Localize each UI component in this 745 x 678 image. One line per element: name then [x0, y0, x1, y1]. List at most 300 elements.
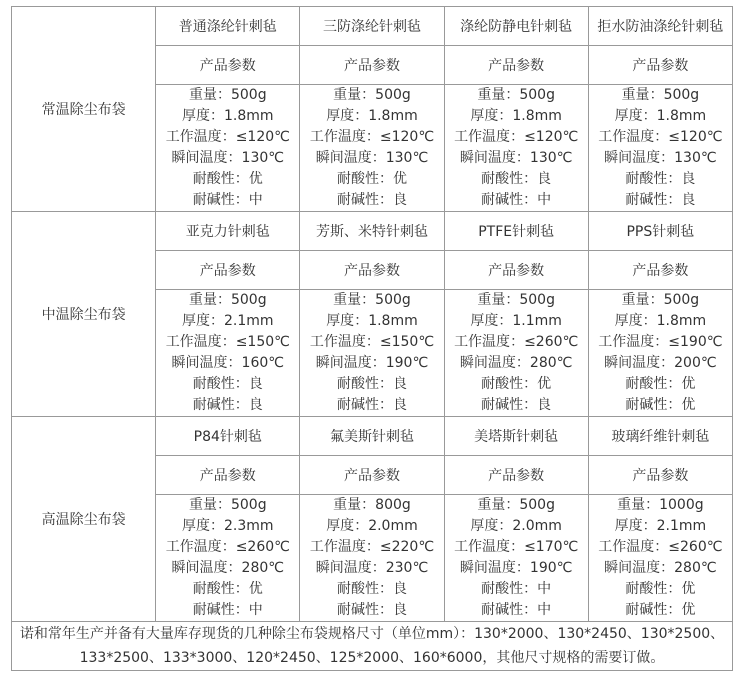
- param-header-cell: 产品参数: [444, 46, 588, 85]
- footer-row: [12, 622, 733, 671]
- param-colon: ：: [216, 497, 231, 513]
- param-list: [444, 85, 588, 212]
- product-name-cell: P84针刺毡: [156, 417, 300, 456]
- param-line-acid: [300, 169, 443, 190]
- param-label: 瞬间温度: [315, 560, 372, 576]
- param-colon: ：: [498, 518, 513, 534]
- param-label: 厚度: [470, 108, 499, 124]
- param-line-work-temp: [445, 127, 588, 148]
- param-label: 瞬间温度: [459, 560, 516, 576]
- param-list: [588, 85, 732, 212]
- param-label: 重量: [333, 292, 362, 308]
- param-header-cell: 产品参数: [588, 46, 732, 85]
- param-value: 良: [392, 397, 407, 413]
- param-colon: ：: [378, 171, 393, 187]
- param-colon: ：: [515, 150, 530, 166]
- param-value: 500g: [230, 87, 267, 103]
- param-value: 中: [537, 192, 552, 208]
- param-label: 厚度: [182, 313, 210, 329]
- param-label: 重量: [477, 497, 506, 513]
- param-line-thickness: [589, 516, 732, 537]
- param-header-cell: 产品参数: [300, 251, 444, 290]
- param-colon: ：: [378, 192, 393, 208]
- param-line-alkali: [445, 395, 588, 416]
- param-line-alkali: [156, 600, 299, 621]
- param-line-acid: [589, 374, 732, 395]
- param-colon: ：: [210, 108, 224, 124]
- param-value: 优: [392, 171, 407, 187]
- param-line-acid: [156, 374, 299, 395]
- param-label: 厚度: [326, 313, 355, 329]
- param-colon: ：: [354, 313, 369, 329]
- param-line-weight: [589, 495, 732, 516]
- param-line-weight: [300, 85, 443, 106]
- param-value: 良: [392, 581, 407, 597]
- param-label: 重量: [621, 87, 650, 103]
- category-cell: 高温除尘布袋: [12, 417, 156, 622]
- param-value: 500g: [663, 292, 700, 308]
- param-label: 瞬间温度: [459, 355, 516, 371]
- param-value: 1.8mm: [368, 108, 418, 124]
- param-value: 500g: [375, 87, 411, 103]
- param-value: 1.8mm: [368, 313, 418, 329]
- param-line-work-temp: [156, 127, 299, 148]
- param-colon: ：: [210, 313, 224, 329]
- param-colon: ：: [515, 560, 530, 576]
- param-value: ≤220℃: [379, 539, 435, 555]
- param-line-acid: [589, 169, 732, 190]
- product-name-cell: 三防涤纶针刺毡: [300, 7, 444, 46]
- product-name-cell: 芳斯、米特针刺毡: [300, 212, 444, 251]
- param-colon: ：: [667, 171, 682, 187]
- product-name-cell: 氟美斯针刺毡: [300, 417, 444, 456]
- param-line-thickness: [589, 311, 732, 332]
- param-value: 2.1mm: [224, 313, 274, 329]
- param-value: 190℃: [529, 560, 573, 576]
- param-label: 耐酸性: [336, 171, 379, 187]
- param-header-cell: 产品参数: [300, 456, 444, 495]
- param-line-thickness: [445, 516, 588, 537]
- param-list: [300, 85, 444, 212]
- param-label: 耐碱性: [625, 192, 668, 208]
- param-label: 厚度: [182, 108, 210, 124]
- param-label: 工作温度: [309, 129, 366, 145]
- param-value: ≤150℃: [379, 334, 435, 350]
- param-value: 1.8mm: [512, 108, 562, 124]
- param-value: ≤190℃: [668, 334, 723, 350]
- param-label: 耐酸性: [481, 376, 524, 392]
- param-value: 2.0mm: [512, 518, 562, 534]
- param-value: 1.8mm: [656, 313, 707, 329]
- param-colon: ：: [667, 602, 682, 618]
- param-label: 重量: [188, 87, 217, 103]
- param-value: ≤260℃: [524, 334, 579, 350]
- param-label: 重量: [621, 292, 650, 308]
- param-colon: ：: [649, 292, 664, 308]
- param-value: 280℃: [674, 560, 717, 576]
- param-colon: ：: [378, 581, 393, 597]
- param-list: [156, 495, 300, 622]
- param-colon: ：: [210, 518, 224, 534]
- param-value: 500g: [519, 497, 555, 513]
- param-value: ≤260℃: [668, 539, 723, 555]
- param-colon: ：: [667, 397, 682, 413]
- param-header-cell: 产品参数: [588, 456, 732, 495]
- param-value: ≤150℃: [235, 334, 290, 350]
- param-label: 工作温度: [309, 539, 366, 555]
- param-line-thickness: [300, 516, 443, 537]
- param-label: 瞬间温度: [171, 355, 228, 371]
- param-line-instant-temp: [589, 558, 732, 579]
- param-line-weight: [300, 495, 443, 516]
- param-colon: ：: [660, 560, 675, 576]
- param-value: 优: [248, 171, 263, 187]
- param-colon: ：: [510, 539, 525, 555]
- param-colon: ：: [371, 150, 386, 166]
- param-label: 耐酸性: [336, 376, 379, 392]
- param-label: 耐酸性: [336, 581, 379, 597]
- param-label: 瞬间温度: [315, 355, 372, 371]
- param-colon: ：: [523, 171, 538, 187]
- param-label: 工作温度: [454, 334, 511, 350]
- group-name-row: [12, 212, 733, 251]
- param-label: 耐酸性: [192, 376, 235, 392]
- param-colon: ：: [361, 292, 376, 308]
- param-value: ≤260℃: [235, 539, 290, 555]
- param-line-instant-temp: [156, 353, 299, 374]
- param-colon: ：: [649, 87, 664, 103]
- param-label: 重量: [188, 292, 217, 308]
- group-name-row: [12, 417, 733, 456]
- param-label: 耐酸性: [625, 581, 668, 597]
- param-value: ≤170℃: [524, 539, 579, 555]
- param-label: 耐碱性: [336, 192, 379, 208]
- param-label: 重量: [477, 87, 506, 103]
- param-line-work-temp: [445, 537, 588, 558]
- param-label: 工作温度: [598, 334, 655, 350]
- param-colon: ：: [654, 334, 669, 350]
- param-colon: ：: [667, 581, 682, 597]
- param-value: 2.0mm: [368, 518, 418, 534]
- param-label: 工作温度: [454, 539, 511, 555]
- param-value: 280℃: [241, 560, 284, 576]
- param-value: ≤120℃: [235, 129, 290, 145]
- param-colon: ：: [365, 334, 380, 350]
- param-value: 1000g: [659, 497, 704, 513]
- param-value: 130℃: [674, 150, 717, 166]
- param-header-cell: 产品参数: [156, 251, 300, 290]
- param-list: [588, 290, 732, 417]
- param-colon: ：: [227, 560, 242, 576]
- param-value: 优: [681, 602, 696, 618]
- param-value: 130℃: [241, 150, 284, 166]
- param-line-alkali: [445, 600, 588, 621]
- param-line-thickness: [445, 311, 588, 332]
- param-value: 500g: [519, 292, 555, 308]
- param-line-acid: [589, 579, 732, 600]
- param-line-work-temp: [156, 537, 299, 558]
- param-list: [300, 495, 444, 622]
- param-label: 工作温度: [598, 129, 655, 145]
- param-line-instant-temp: [300, 353, 443, 374]
- param-label: 工作温度: [454, 129, 511, 145]
- param-colon: ：: [667, 192, 682, 208]
- param-value: 中: [537, 602, 552, 618]
- param-header-cell: 产品参数: [444, 456, 588, 495]
- param-colon: ：: [378, 602, 393, 618]
- param-value: 500g: [375, 292, 411, 308]
- param-value: 500g: [230, 497, 267, 513]
- param-label: 厚度: [614, 518, 643, 534]
- param-label: 工作温度: [165, 539, 222, 555]
- param-colon: ：: [642, 313, 657, 329]
- param-line-alkali: [300, 190, 443, 211]
- product-name-cell: PPS针刺毡: [588, 212, 732, 251]
- param-label: 耐酸性: [481, 171, 524, 187]
- param-value: 280℃: [529, 355, 573, 371]
- param-label: 厚度: [182, 518, 210, 534]
- param-colon: ：: [221, 539, 236, 555]
- param-label: 厚度: [470, 313, 499, 329]
- param-value: 优: [248, 581, 263, 597]
- param-value: 190℃: [385, 355, 429, 371]
- param-line-instant-temp: [589, 148, 732, 169]
- param-label: 瞬间温度: [604, 355, 661, 371]
- param-list: [444, 495, 588, 622]
- param-colon: ：: [227, 150, 242, 166]
- param-value: 优: [537, 376, 552, 392]
- param-label: 厚度: [326, 518, 355, 534]
- param-line-thickness: [589, 106, 732, 127]
- param-value: 500g: [519, 87, 555, 103]
- param-line-alkali: [300, 395, 443, 416]
- param-label: 工作温度: [165, 334, 222, 350]
- param-label: 耐碱性: [481, 397, 524, 413]
- param-value: 130℃: [529, 150, 573, 166]
- product-name-cell: 普通涤纶针刺毡: [156, 7, 300, 46]
- param-value: 1.8mm: [224, 108, 274, 124]
- param-colon: ：: [371, 355, 386, 371]
- param-value: 良: [681, 192, 696, 208]
- param-colon: ：: [654, 129, 669, 145]
- param-value: 中: [248, 192, 263, 208]
- param-label: 耐酸性: [625, 171, 668, 187]
- param-colon: ：: [642, 108, 657, 124]
- param-colon: ：: [523, 397, 538, 413]
- param-value: 良: [537, 397, 552, 413]
- param-label: 厚度: [470, 518, 499, 534]
- param-colon: ：: [216, 292, 231, 308]
- param-line-acid: [156, 169, 299, 190]
- param-value: 800g: [375, 497, 411, 513]
- param-value: 良: [248, 397, 263, 413]
- param-label: 重量: [188, 497, 217, 513]
- param-colon: ：: [523, 581, 538, 597]
- param-value: 良: [392, 602, 407, 618]
- category-cell: 常温除尘布袋: [12, 7, 156, 212]
- param-colon: ：: [523, 602, 538, 618]
- param-line-instant-temp: [445, 148, 588, 169]
- param-label: 重量: [477, 292, 506, 308]
- param-colon: ：: [378, 397, 393, 413]
- param-value: 良: [392, 376, 407, 392]
- param-line-acid: [445, 374, 588, 395]
- param-colon: ：: [354, 518, 369, 534]
- param-value: 2.3mm: [224, 518, 274, 534]
- param-line-instant-temp: [589, 353, 732, 374]
- param-colon: ：: [371, 560, 386, 576]
- param-label: 耐酸性: [192, 581, 235, 597]
- param-value: 500g: [663, 87, 700, 103]
- param-line-weight: [445, 290, 588, 311]
- param-label: 厚度: [326, 108, 355, 124]
- param-value: 中: [248, 602, 263, 618]
- stock-sizes-note: 诺和常年生产并备有大量库存现货的几种除尘布袋规格尺寸（单位mm）：130*2000、130*2450、130*2500、133*2500、133*3000、120*2450、125*2000、160*6000，其他尺寸规格的需要订做。: [12, 622, 733, 671]
- param-label: 耐碱性: [192, 602, 235, 618]
- param-colon: ：: [234, 171, 249, 187]
- param-line-acid: [300, 579, 443, 600]
- param-value: ≤120℃: [668, 129, 723, 145]
- param-list: [300, 290, 444, 417]
- param-line-thickness: [300, 311, 443, 332]
- param-value: 200℃: [674, 355, 717, 371]
- param-line-instant-temp: [445, 558, 588, 579]
- param-colon: ：: [660, 355, 675, 371]
- param-label: 耐酸性: [192, 171, 235, 187]
- param-line-alkali: [156, 395, 299, 416]
- category-cell: 中温除尘布袋: [12, 212, 156, 417]
- param-label: 耐碱性: [625, 397, 668, 413]
- param-value: 160℃: [241, 355, 284, 371]
- group-name-row: [12, 7, 733, 46]
- param-line-work-temp: [300, 537, 443, 558]
- param-colon: ：: [523, 192, 538, 208]
- param-label: 瞬间温度: [315, 150, 372, 166]
- param-label: 瞬间温度: [604, 150, 661, 166]
- param-colon: ：: [498, 108, 513, 124]
- param-label: 重量: [333, 497, 362, 513]
- param-line-alkali: [589, 600, 732, 621]
- param-label: 耐碱性: [481, 192, 524, 208]
- param-value: 130℃: [385, 150, 429, 166]
- param-line-acid: [445, 169, 588, 190]
- param-value: 中: [537, 581, 552, 597]
- param-header-cell: 产品参数: [156, 456, 300, 495]
- param-line-acid: [156, 579, 299, 600]
- param-colon: ：: [378, 376, 393, 392]
- param-colon: ：: [505, 87, 520, 103]
- param-line-instant-temp: [445, 353, 588, 374]
- param-value: 1.1mm: [512, 313, 562, 329]
- param-label: 耐碱性: [192, 397, 235, 413]
- param-line-work-temp: [589, 127, 732, 148]
- param-header-cell: 产品参数: [156, 46, 300, 85]
- param-line-work-temp: [589, 332, 732, 353]
- param-colon: ：: [234, 192, 249, 208]
- param-label: 耐碱性: [336, 397, 379, 413]
- param-value: 230℃: [385, 560, 429, 576]
- param-colon: ：: [505, 497, 520, 513]
- product-name-cell: 亚克力针刺毡: [156, 212, 300, 251]
- param-label: 耐碱性: [481, 602, 524, 618]
- param-line-instant-temp: [156, 558, 299, 579]
- param-line-work-temp: [445, 332, 588, 353]
- param-label: 工作温度: [309, 334, 366, 350]
- param-line-weight: [156, 495, 299, 516]
- product-name-cell: 涤纶防静电针刺毡: [444, 7, 588, 46]
- param-value: 2.1mm: [656, 518, 707, 534]
- param-label: 耐碱性: [192, 192, 235, 208]
- product-spec-table: [11, 6, 733, 671]
- param-line-alkali: [445, 190, 588, 211]
- param-colon: ：: [234, 397, 249, 413]
- param-line-alkali: [300, 600, 443, 621]
- param-value: 500g: [230, 292, 267, 308]
- param-label: 重量: [333, 87, 362, 103]
- param-label: 重量: [617, 497, 646, 513]
- param-label: 瞬间温度: [171, 150, 228, 166]
- param-label: 耐碱性: [625, 602, 668, 618]
- param-line-thickness: [156, 516, 299, 537]
- param-colon: ：: [221, 334, 236, 350]
- param-line-acid: [445, 579, 588, 600]
- param-line-thickness: [156, 311, 299, 332]
- param-label: 工作温度: [165, 129, 222, 145]
- param-line-thickness: [445, 106, 588, 127]
- param-colon: ：: [221, 129, 236, 145]
- param-colon: ：: [510, 334, 525, 350]
- param-label: 厚度: [614, 108, 643, 124]
- param-list: [156, 290, 300, 417]
- param-line-weight: [589, 85, 732, 106]
- param-value: 良: [537, 171, 552, 187]
- param-value: 优: [681, 397, 696, 413]
- param-value: 优: [681, 581, 696, 597]
- param-line-weight: [445, 85, 588, 106]
- param-header-cell: 产品参数: [300, 46, 444, 85]
- product-name-cell: PTFE针刺毡: [444, 212, 588, 251]
- param-colon: ：: [234, 376, 249, 392]
- param-colon: ：: [365, 129, 380, 145]
- param-colon: ：: [227, 355, 242, 371]
- param-colon: ：: [642, 518, 657, 534]
- param-colon: ：: [361, 497, 376, 513]
- param-list: [588, 495, 732, 622]
- param-line-alkali: [156, 190, 299, 211]
- param-line-acid: [300, 374, 443, 395]
- param-colon: ：: [498, 313, 513, 329]
- param-line-work-temp: [589, 537, 732, 558]
- param-line-instant-temp: [156, 148, 299, 169]
- param-colon: ：: [216, 87, 231, 103]
- param-colon: ：: [645, 497, 660, 513]
- param-list: [444, 290, 588, 417]
- param-colon: ：: [510, 129, 525, 145]
- param-line-thickness: [300, 106, 443, 127]
- param-line-instant-temp: [300, 558, 443, 579]
- param-colon: ：: [654, 539, 669, 555]
- param-colon: ：: [523, 376, 538, 392]
- param-line-work-temp: [300, 127, 443, 148]
- param-header-cell: 产品参数: [444, 251, 588, 290]
- product-table-body: [12, 7, 733, 622]
- param-label: 瞬间温度: [459, 150, 516, 166]
- param-line-weight: [300, 290, 443, 311]
- param-value: 优: [681, 376, 696, 392]
- param-label: 耐酸性: [625, 376, 668, 392]
- param-colon: ：: [505, 292, 520, 308]
- param-label: 瞬间温度: [604, 560, 661, 576]
